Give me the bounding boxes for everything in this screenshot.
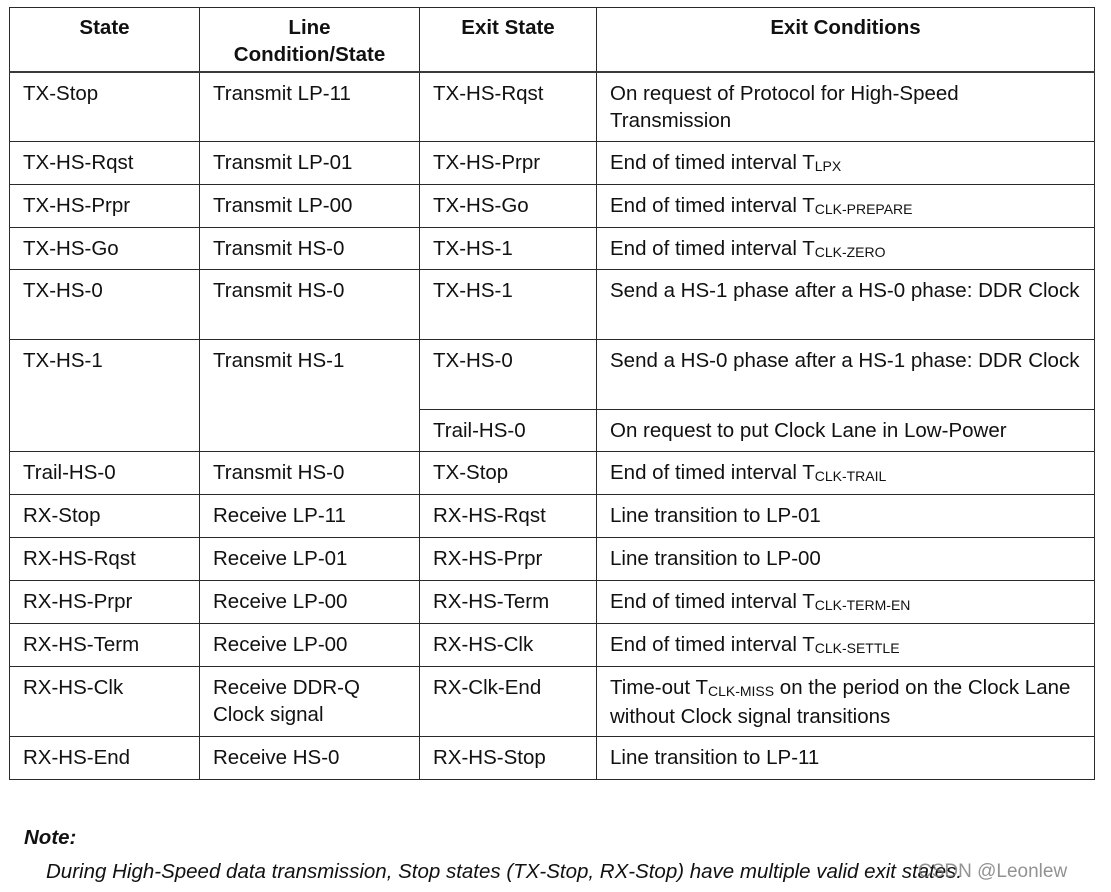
cell-state: TX-HS-1: [10, 340, 200, 452]
cell-exit-state: TX-HS-Prpr: [420, 142, 597, 185]
timing-subscript: CLK-ZERO: [814, 244, 886, 260]
cell-exit-condition: [597, 185, 1095, 228]
exit-condition-text: End of timed interval T: [610, 590, 815, 613]
cell-exit-state: TX-HS-Rqst: [420, 72, 597, 142]
cell-exit-condition: [597, 228, 1095, 270]
cell-line-condition: Transmit HS-0: [200, 452, 420, 495]
exit-condition-text: End of timed interval T: [610, 633, 815, 656]
cell-line-condition: Transmit LP-11: [200, 72, 420, 142]
cell-state: TX-HS-Prpr: [10, 185, 200, 228]
cell-exit-condition: Line transition to LP-11: [597, 737, 1095, 780]
exit-condition-text: End of timed interval T: [610, 237, 815, 260]
cell-state: RX-HS-Prpr: [10, 581, 200, 624]
watermark: CSDN @Leonlew: [918, 861, 1068, 882]
cell-exit-state: TX-Stop: [420, 452, 597, 495]
timing-subscript: LPX: [814, 158, 842, 174]
note-text: During High-Speed data transmission, Stop states (TX-Stop, RX-Stop) have multiple valid exit states.: [46, 860, 963, 883]
cell-exit-condition: On request to put Clock Lane in Low-Power: [597, 410, 1095, 452]
cell-exit-state: RX-HS-Prpr: [420, 538, 597, 581]
header-line-condition-line1: Line: [288, 16, 331, 39]
table-row: [10, 142, 1095, 185]
header-exit-conditions: Exit Conditions: [597, 8, 1095, 72]
cell-state: RX-HS-Rqst: [10, 538, 200, 581]
cell-line-condition: Transmit HS-0: [200, 228, 420, 270]
timing-subscript: CLK-SETTLE: [814, 640, 900, 656]
cell-state: RX-HS-Term: [10, 624, 200, 667]
timing-subscript: CLK-MISS: [707, 683, 775, 699]
table-row: [10, 340, 1095, 410]
cell-exit-condition: Send a HS-0 phase after a HS-1 phase: DDR Clock: [597, 340, 1095, 410]
cell-exit-condition: [597, 142, 1095, 185]
table-row: [10, 228, 1095, 270]
exit-condition-text-suffix: on the period on the Clock Lane without Clock signal transitions: [610, 676, 1071, 728]
cell-line-condition: Transmit HS-1: [200, 340, 420, 452]
cell-exit-state: TX-HS-1: [420, 228, 597, 270]
cell-line-condition: Receive LP-00: [200, 624, 420, 667]
cell-state: RX-Stop: [10, 495, 200, 538]
note-title: Note:: [24, 826, 77, 849]
exit-condition-text: End of timed interval T: [610, 151, 815, 174]
cell-line-condition: Transmit HS-0: [200, 270, 420, 340]
table-row: [10, 581, 1095, 624]
cell-exit-condition: Line transition to LP-00: [597, 538, 1095, 581]
table-row: [10, 737, 1095, 780]
cell-line-condition: Receive LP-01: [200, 538, 420, 581]
cell-exit-state: TX-HS-0: [420, 340, 597, 410]
clock-lane-state-table: [9, 7, 1095, 780]
cell-state: TX-HS-Go: [10, 228, 200, 270]
table-header-row: [10, 8, 1095, 72]
cell-state: TX-HS-0: [10, 270, 200, 340]
cell-line-condition: Transmit LP-01: [200, 142, 420, 185]
header-line-condition: [200, 8, 420, 72]
cell-exit-condition: [597, 667, 1095, 737]
cell-exit-state: TX-HS-1: [420, 270, 597, 340]
cell-line-condition: Receive LP-11: [200, 495, 420, 538]
header-exit-state: Exit State: [420, 8, 597, 72]
table-row: [10, 270, 1095, 340]
cell-line-condition: Receive LP-00: [200, 581, 420, 624]
table-row: [10, 185, 1095, 228]
cell-exit-state: RX-HS-Stop: [420, 737, 597, 780]
cell-exit-condition: [597, 452, 1095, 495]
timing-subscript: CLK-PREPARE: [814, 201, 913, 217]
cell-exit-state: RX-HS-Term: [420, 581, 597, 624]
cell-state: Trail-HS-0: [10, 452, 200, 495]
cell-state: RX-HS-End: [10, 737, 200, 780]
timing-subscript: CLK-TERM-EN: [814, 597, 911, 613]
header-state: State: [10, 8, 200, 72]
table-row: [10, 72, 1095, 142]
header-line-condition-line2: Condition/State: [233, 43, 386, 66]
cell-state: TX-Stop: [10, 72, 200, 142]
cell-exit-state: RX-HS-Rqst: [420, 495, 597, 538]
cell-line-condition: Receive DDR-Q Clock signal: [200, 667, 420, 737]
cell-exit-condition: Line transition to LP-01: [597, 495, 1095, 538]
table-row: [10, 452, 1095, 495]
note-section: [24, 824, 76, 851]
exit-condition-text: Time-out T: [610, 676, 708, 699]
exit-condition-text: End of timed interval T: [610, 194, 815, 217]
cell-state: RX-HS-Clk: [10, 667, 200, 737]
cell-line-condition: Receive HS-0: [200, 737, 420, 780]
table-row: [10, 538, 1095, 581]
table-row: [10, 667, 1095, 737]
cell-exit-condition: Send a HS-1 phase after a HS-0 phase: DDR Clock: [597, 270, 1095, 340]
cell-state: TX-HS-Rqst: [10, 142, 200, 185]
cell-exit-condition: On request of Protocol for High-Speed Transmission: [597, 72, 1095, 142]
timing-subscript: CLK-TRAIL: [814, 468, 887, 484]
table-row: [10, 624, 1095, 667]
cell-line-condition: Transmit LP-00: [200, 185, 420, 228]
cell-exit-state: Trail-HS-0: [420, 410, 597, 452]
table-row: [10, 495, 1095, 538]
cell-exit-state: RX-Clk-End: [420, 667, 597, 737]
exit-condition-text: End of timed interval T: [610, 461, 815, 484]
cell-exit-condition: [597, 624, 1095, 667]
cell-exit-condition: [597, 581, 1095, 624]
cell-exit-state: RX-HS-Clk: [420, 624, 597, 667]
cell-exit-state: TX-HS-Go: [420, 185, 597, 228]
